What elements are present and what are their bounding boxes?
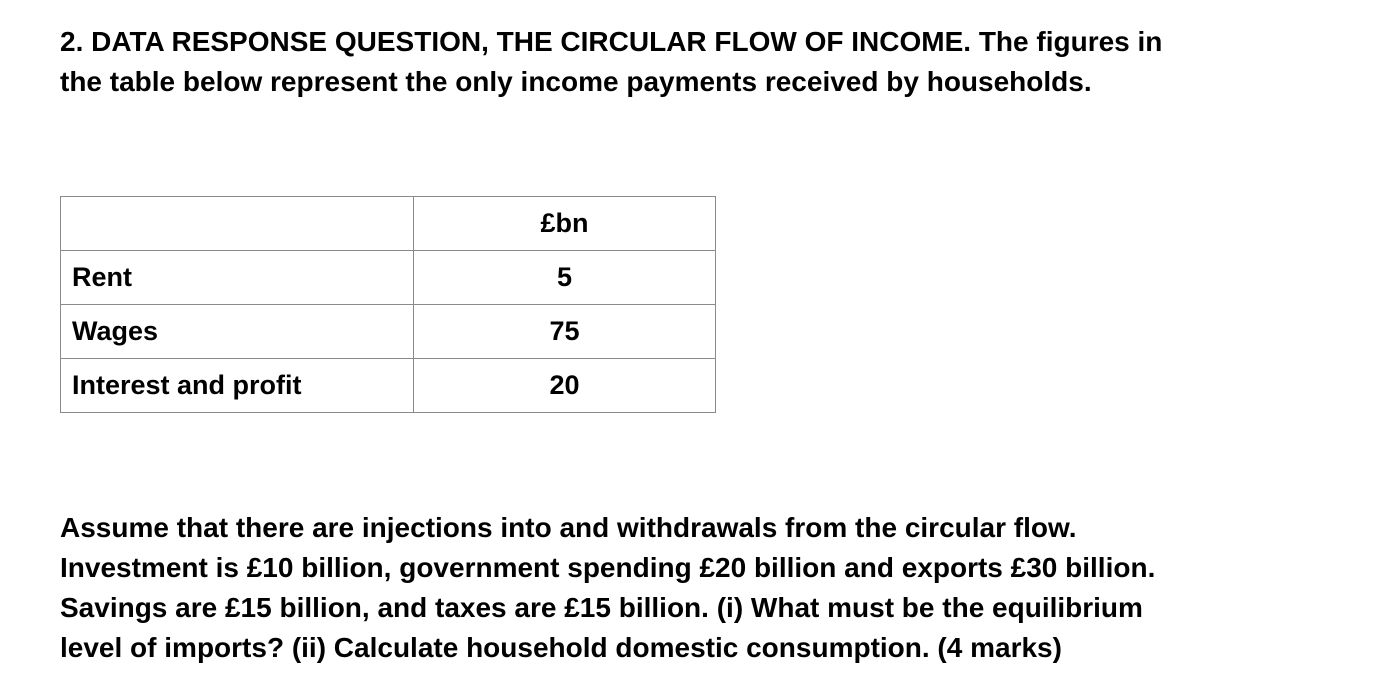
question-line: level of imports? (ii) Calculate household domestic consumption. (4 marks) <box>60 632 1062 663</box>
row-label: Wages <box>61 305 414 359</box>
table-row <box>61 251 716 305</box>
heading-line: 2. DATA RESPONSE QUESTION, THE CIRCULAR FLOW OF INCOME. The figures in <box>60 26 1163 57</box>
table-header-label <box>61 197 414 251</box>
table-row <box>61 305 716 359</box>
row-value: 5 <box>414 251 716 305</box>
question-heading <box>60 22 1360 102</box>
row-value: 75 <box>414 305 716 359</box>
question-line: Investment is £10 billion, government spending £20 billion and exports £30 billion. <box>60 552 1156 583</box>
income-payments-table <box>60 196 716 413</box>
row-value: 20 <box>414 359 716 413</box>
row-label: Rent <box>61 251 414 305</box>
question-line: Assume that there are injections into and withdrawals from the circular flow. <box>60 512 1077 543</box>
heading-line: the table below represent the only income payments received by households. <box>60 66 1092 97</box>
table-header-unit: £bn <box>414 197 716 251</box>
table-row <box>61 359 716 413</box>
table-header-row <box>61 197 716 251</box>
question-text <box>60 508 1380 668</box>
row-label: Interest and profit <box>61 359 414 413</box>
question-line: Savings are £15 billion, and taxes are £15 billion. (i) What must be the equilibrium <box>60 592 1143 623</box>
